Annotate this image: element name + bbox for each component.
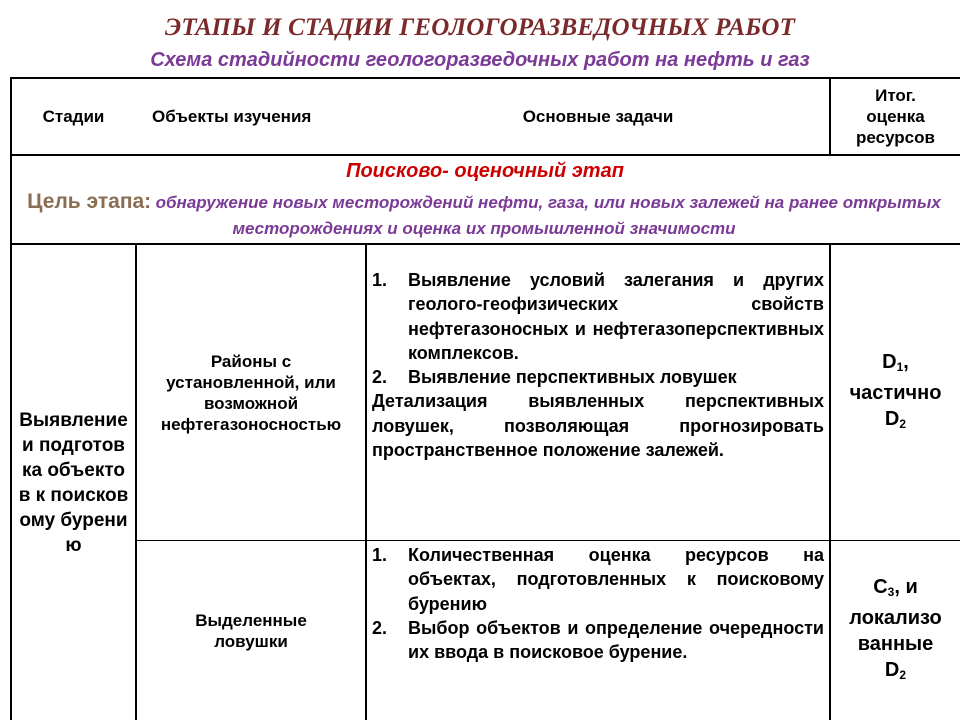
goal-text: обнаружение новых месторождений нефти, газа, или новых залежей на ранее открытых месторождениях и оценка их промышленной значимости [155, 193, 941, 238]
header-result-line3: ресурсов [856, 128, 935, 147]
task-item [372, 543, 824, 616]
task-detail: Детализация выявленных перспективных ловушек, позволяющая прогнозировать пространственное положение залежей. [372, 391, 824, 461]
task-item [372, 365, 824, 389]
task-text: Выбор объектов и определение очередности их ввода в поисковое бурение. [408, 617, 824, 663]
header-result-line1: Итог. [875, 86, 916, 105]
header-tasks: Основные задачи [522, 106, 674, 126]
table-row-2-result [831, 541, 960, 720]
stage-goal [14, 189, 954, 242]
task-text: Количественная оценка ресурсов на объектах, подготовленных к поисковому бурению [408, 545, 824, 614]
stage-name-cell [12, 245, 135, 720]
result-subscript: 2 [899, 416, 907, 431]
task-text: Выявление условий залегания и других геолого-геофизических свойств нефтегазоносных и нефтегазоперспективных комплексов. [408, 270, 824, 363]
header-bottom-border [10, 154, 960, 156]
header-objects: Объекты изучения [152, 106, 312, 126]
result-subscript: 2 [899, 667, 907, 682]
result-subscript: 1 [896, 359, 904, 374]
result-line3 [885, 657, 906, 688]
table-row-1-object [137, 245, 365, 540]
object-label: Районы с установленной, или возможной нефтегазоносностью [160, 351, 342, 434]
table-row-1-tasks [372, 268, 824, 462]
task-num: 1. [372, 270, 388, 290]
goal-label: Цель этапа: [27, 190, 152, 213]
table-row-2-tasks [372, 543, 824, 664]
result-symbol: D [884, 407, 900, 430]
table-row-2-object [137, 541, 365, 720]
header-stages: Стадии [42, 106, 105, 126]
task-item [372, 616, 824, 665]
task-item [372, 268, 824, 365]
table-row-1-result [831, 245, 960, 540]
result-line1 [882, 349, 909, 380]
col-divider-2 [365, 245, 367, 720]
result-line3 [885, 406, 906, 437]
result-subscript: 3 [887, 584, 895, 599]
page-subtitle: Схема стадийности геологоразведочных работ на нефть и газ [150, 49, 810, 71]
header-result-line2: оценка [866, 107, 925, 126]
result-suffix: , и [894, 575, 918, 598]
page-title: ЭТАПЫ И СТАДИИ ГЕОЛОГОРАЗВЕДОЧНЫХ РАБОТ [164, 14, 796, 41]
result-symbol: D [882, 350, 897, 373]
header-result [831, 79, 960, 154]
result-line2: частично [849, 381, 942, 404]
task-num: 1. [372, 545, 388, 565]
stage-name: Выявление и подготовка объектов к поисковому бурению [18, 409, 129, 556]
object-label: Выделенные ловушки [195, 610, 307, 651]
task-text: Выявление перспективных ловушек [408, 367, 737, 388]
task-num: 2. [372, 617, 388, 638]
result-symbol: C [873, 575, 888, 598]
result-line2: локализованные [849, 606, 942, 655]
result-symbol: D [884, 658, 900, 681]
stage-title: Поисково- оценочный этап [346, 160, 624, 182]
result-suffix: , [903, 350, 909, 373]
result-line1 [873, 574, 918, 605]
task-num: 2. [372, 367, 388, 388]
